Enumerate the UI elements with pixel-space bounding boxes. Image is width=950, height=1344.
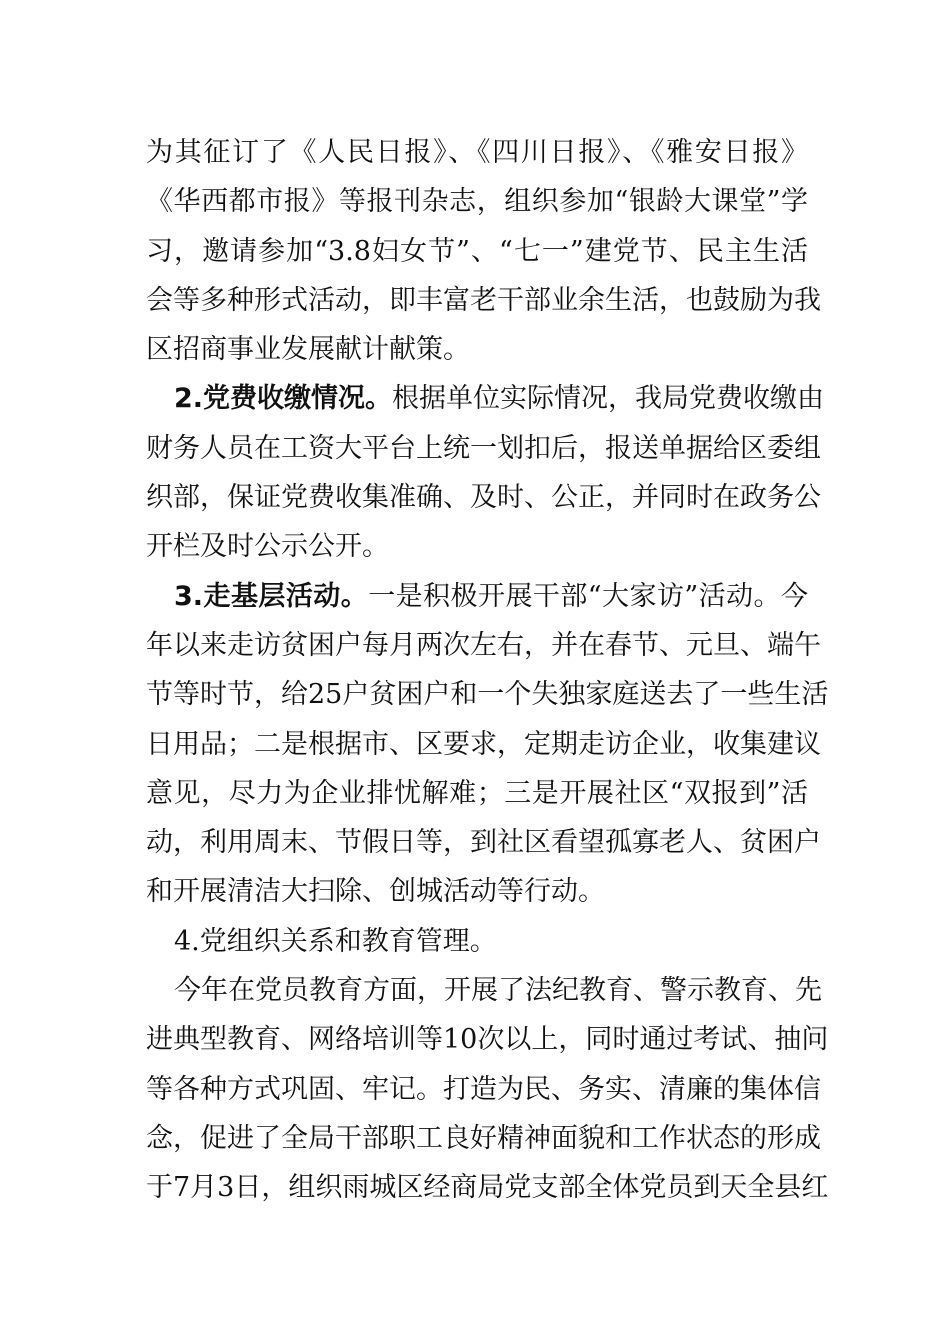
section-3-line-5: 意见，尽力为企业排忧解难；三是开展社区“双报到”活	[146, 777, 808, 809]
section-3-line-6: 动，利用周末、节假日等，到社区看望孤寡老人、贫困户	[146, 827, 821, 859]
section-2-first-line	[146, 374, 825, 423]
intro-line-5: 区招商事业发展献计献策。	[146, 334, 470, 366]
intro-line-3: 习，邀请参加“3.8妇女节”、“七一”建党节、民主生活	[146, 235, 808, 267]
intro-line-2: 《华西都市报》等报刊杂志，组织参加“银龄大课堂”学	[146, 186, 808, 218]
section-2-line-2: 财务人员在工资大平台上统一划扣后，报送单据给区委组	[146, 432, 821, 464]
section-3-line-7: 和开展清洁大扫除、创城活动等行动。	[146, 876, 605, 908]
section-3-line-4: 日用品；二是根据市、区要求，定期走访企业，收集建议	[146, 728, 821, 760]
section-2-line-4: 开栏及时公示公开。	[146, 531, 389, 563]
section-4-heading: 4.党组织关系和教育管理。	[174, 925, 497, 957]
intro-line-4: 会等多种形式活动，即丰富老干部业余生活，也鼓励为我	[146, 284, 821, 316]
intro-line-1: 为其征订了《人民日报》、《四川日报》、《雅安日报》	[146, 137, 808, 168]
section-2-line-3: 织部，保证党费收集准确、及时、公正，并同时在政务公	[146, 482, 821, 514]
section-4-line-1: 今年在党员教育方面，开展了法纪教育、警示教育、先	[174, 975, 822, 1007]
section-3-line-3: 节等时节，给25户贫困户和一个失独家庭送去了一些生活	[146, 679, 829, 711]
section-4-line-2: 进典型教育、网络培训等10次以上，同时通过考试、抽问	[146, 1024, 829, 1056]
section-2-first-line-text: 根据单位实际情况，我局党费收缴由	[392, 383, 825, 415]
section-2-heading: 2.党费收缴情况。	[174, 383, 393, 415]
body-text	[146, 128, 829, 1213]
section-4-line-3: 等各种方式巩固、牢记。打造为民、务实、清廉的集体信	[146, 1073, 821, 1105]
section-4-line-4: 念，促进了全局干部职工良好精神面貌和工作状态的形成	[146, 1122, 821, 1154]
section-4-line-5: 于7月3日，组织雨城区经商局党支部全体党员到天全县红	[146, 1172, 829, 1204]
section-3-heading: 3.走基层活动。	[174, 580, 369, 612]
section-3-line-2: 年以来走访贫困户每月两次左右，并在春节、元旦、端午	[146, 629, 821, 661]
section-3-first-line	[146, 572, 808, 621]
section-3-first-line-text: 一是积极开展干部“大家访”活动。今	[368, 580, 809, 612]
